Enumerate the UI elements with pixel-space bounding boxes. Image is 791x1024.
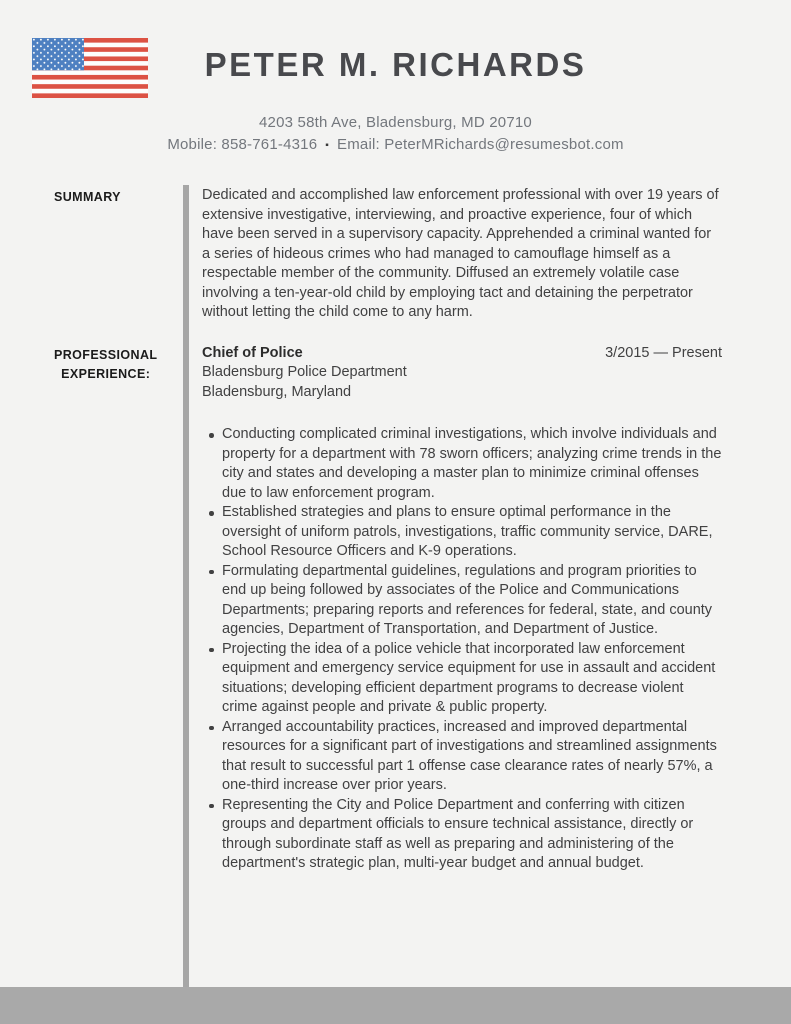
experience-label (54, 344, 157, 384)
job-bullet: Conducting complicated criminal investigations, which involve individuals and property for a department with 78 sworn officers; analyzing crime trends in the city and states and developing a master plan to minimize criminal offenses due to law enforcement program. (202, 425, 722, 503)
experience-label-line1: PROFESSIONAL (54, 347, 158, 362)
job-bullet: Established strategies and plans to ensure optimal performance in the oversight of uniform patrols, investigations, traffic community service, DARE, School Resource Officers and K-9 operations. (202, 503, 722, 562)
us-flag-icon (32, 38, 148, 98)
job-company: Bladensburg Police Department (202, 364, 407, 380)
mobile-text: Mobile: 858-761-4316 (167, 135, 318, 153)
experience-label-line2: EXPERIENCE: (61, 366, 151, 381)
experience-content (189, 344, 722, 874)
job-location: Bladensburg, Maryland (202, 383, 352, 400)
contact-line (0, 134, 791, 157)
experience-label-column (0, 344, 189, 384)
summary-content (189, 186, 722, 323)
job-title: Chief of Police (202, 344, 303, 361)
person-name: PETER M. RICHARDS (204, 46, 587, 83)
resume-header (0, 0, 791, 156)
job-bullet: Projecting the idea of a police vehicle that incorporated law enforcement equipment and emergency service equipment for use in assault and accident situations; developing efficient department programs to decrease violent crime against people and private & public property. (202, 640, 722, 718)
summary-text: Dedicated and accomplished law enforcement professional with over 19 years of extensive investigative, interviewing, and proactive experience, four of which have been served in a supervisory capacity. Apprehended a criminal wanted for a series of hideous crimes who had managed to camouflage himself as a respectable member of the community. Diffused an extremely volatile case involving a ten-year-old child by employing tact and detaining the perpetrator without letting the child come to any harm. (202, 187, 719, 320)
summary-label-column (0, 186, 189, 207)
summary-section (0, 186, 791, 323)
job-bullet: Representing the City and Police Department and conferring with citizen groups and department officials to ensure technical assistance, directly or through subordinate staff as well as preparing and administering of the department's strategic plan, multi-year budget and annual budget. (202, 796, 722, 874)
email-text: Email: PeterMRichards@resumesbot.com (337, 135, 624, 153)
separator-bullet-icon: ▪ (325, 139, 329, 151)
summary-label: SUMMARY (54, 190, 121, 204)
footer-band (0, 987, 791, 1024)
job-bullet: Arranged accountability practices, increased and improved departmental resources for a significant part of investigations and streamlined assignments that result to successful part 1 offense case clearance rates of nearly 57%, a one-third increase over prior years. (202, 718, 722, 796)
experience-section (0, 344, 791, 874)
contact-block (0, 112, 791, 156)
job-bullet-list (202, 425, 722, 874)
job-bullet: Formulating departmental guidelines, regulations and program priorities to end up being followed by associates of the Police and Communications Departments; preparing reports and references for federal, state, and county agencies, Department of Transportation, and Department of Justice. (202, 562, 722, 640)
job-header (202, 344, 722, 364)
resume-body (0, 186, 791, 874)
job-dates: 3/2015 — Present (605, 344, 722, 361)
address-line: 4203 58th Ave, Bladensburg, MD 20710 (259, 114, 532, 131)
